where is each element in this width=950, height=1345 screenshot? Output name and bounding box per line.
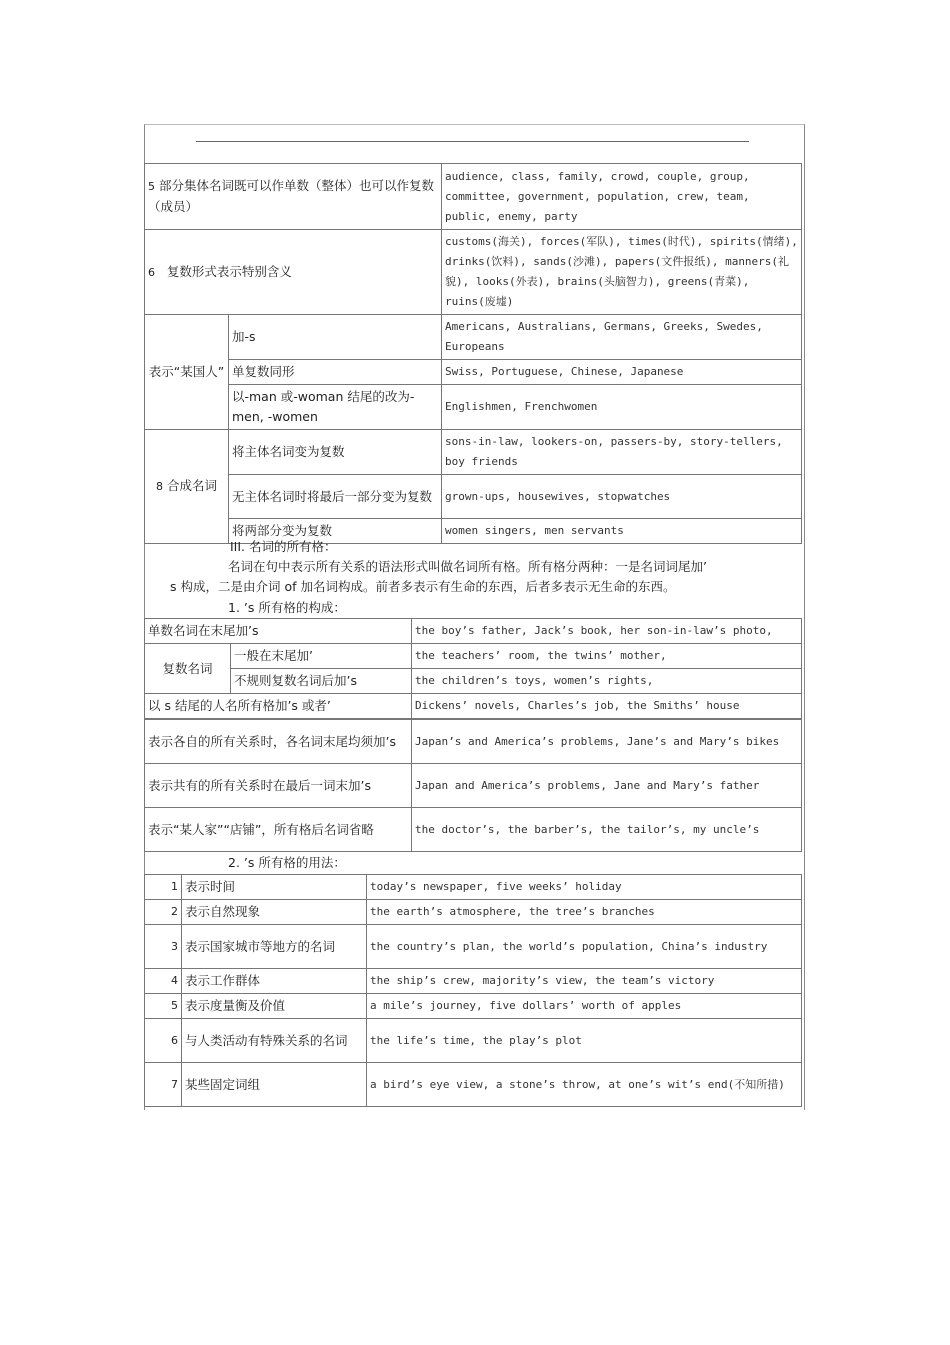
examples-cell: the ship’s crew, majority’s view, the team’s victory bbox=[367, 969, 802, 994]
rule-cell: 将主体名词变为复数 bbox=[229, 430, 442, 475]
table-row bbox=[145, 1063, 802, 1107]
paragraph-line: s 构成，二是由介词 of 加名词构成。前者多表示有生命的东西，后者多表示无生命的东西。 bbox=[170, 579, 676, 594]
possessive-relations-table bbox=[144, 719, 802, 852]
table-row bbox=[145, 430, 802, 475]
sub-heading: 2. ’s 所有格的用法： bbox=[228, 855, 346, 870]
examples-cell: customs(海关), forces(军队), times(时代), spirits(情绪), drinks(饮料), sands(沙滩), papers(文件报纸), manners(礼貌), looks(外表), brains(头脑智力), greens(青菜), ruins(废墟) bbox=[442, 230, 802, 315]
examples-cell: the boy’s father, Jack’s book, her son-in-law’s photo, bbox=[412, 619, 802, 644]
examples-cell: the doctor’s, the barber’s, the tailor’s, my uncle’s bbox=[412, 808, 802, 852]
examples-cell: the life’s time, the play’s plot bbox=[367, 1019, 802, 1063]
examples-cell: the country’s plan, the world’s population, China’s industry bbox=[367, 925, 802, 969]
examples-cell: the children’s toys, women’s rights, bbox=[412, 669, 802, 694]
table-row bbox=[145, 669, 802, 694]
table-row bbox=[145, 764, 802, 808]
nationality-label: 表示“某国人” bbox=[145, 315, 229, 430]
table-row bbox=[145, 994, 802, 1019]
section-heading: III. 名词的所有格： bbox=[230, 539, 337, 554]
rule-cell: 表示“某人家”“店铺”，所有格后名词省略 bbox=[145, 808, 412, 852]
row-number: 2 bbox=[145, 900, 182, 925]
table-row bbox=[145, 385, 802, 430]
rule-cell: 表示时间 bbox=[182, 875, 367, 900]
table-row bbox=[145, 644, 802, 669]
table-row bbox=[145, 360, 802, 385]
row-number: 3 bbox=[145, 925, 182, 969]
table-row bbox=[145, 969, 802, 994]
table-row bbox=[145, 230, 802, 315]
examples-cell: a bird’s eye view, a stone’s throw, at one’s wit’s end(不知所措) bbox=[367, 1063, 802, 1107]
rule-cell: 以 s 结尾的人名所有格加’s 或者’ bbox=[145, 694, 412, 719]
rule-cell: 表示国家城市等地方的名词 bbox=[182, 925, 367, 969]
table-row bbox=[145, 694, 802, 719]
examples-cell: today’s newspaper, five weeks’ holiday bbox=[367, 875, 802, 900]
rule-cell: 加-s bbox=[229, 315, 442, 360]
compound-label: 合成名词 bbox=[166, 478, 217, 493]
examples-cell: audience, class, family, crowd, couple, group, committee, government, population, crew, team, public, enemy, party bbox=[442, 164, 802, 230]
table-row bbox=[145, 925, 802, 969]
table-row bbox=[145, 315, 802, 360]
rule-cell: 表示工作群体 bbox=[182, 969, 367, 994]
row-number: 5 bbox=[148, 180, 155, 193]
rule-cell: 表示度量衡及价值 bbox=[182, 994, 367, 1019]
paragraph-line: 名词在句中表示所有关系的语法形式叫做名词所有格。所有格分两种：一是名词词尾加’ bbox=[228, 559, 707, 574]
compound-label-cell bbox=[145, 430, 229, 544]
row-number: 8 bbox=[156, 480, 163, 493]
rule-text: 部分集体名词既可以作单数（整体）也可以作复数（成员） bbox=[148, 178, 434, 214]
rule-cell: 某些固定词组 bbox=[182, 1063, 367, 1107]
row-number: 6 bbox=[145, 1019, 182, 1063]
examples-cell: the earth’s atmosphere, the tree’s branches bbox=[367, 900, 802, 925]
rule-cell: 表示各自的所有关系时，各名词末尾均须加’s bbox=[145, 720, 412, 764]
examples-cell: Americans, Australians, Germans, Greeks, Swedes, Europeans bbox=[442, 315, 802, 360]
possessive-formation-table bbox=[144, 618, 802, 719]
rule-cell: 将两部分变为复数 bbox=[229, 519, 442, 544]
row-number: 6 bbox=[148, 265, 155, 279]
examples-cell: grown-ups, housewives, stopwatches bbox=[442, 475, 802, 519]
rule-cell: 与人类活动有特殊关系的名词 bbox=[182, 1019, 367, 1063]
row-number: 5 bbox=[145, 994, 182, 1019]
examples-cell: Dickens’ novels, Charles’s job, the Smiths’ house bbox=[412, 694, 802, 719]
examples-cell: a mile’s journey, five dollars’ worth of apples bbox=[367, 994, 802, 1019]
examples-cell: women singers, men servants bbox=[442, 519, 802, 544]
row-number: 7 bbox=[145, 1063, 182, 1107]
rule-cell: 不规则复数名词后加’s bbox=[231, 669, 412, 694]
table-row bbox=[145, 720, 802, 764]
examples-cell: sons-in-law, lookers-on, passers-by, story-tellers, boy friends bbox=[442, 430, 802, 475]
rule-cell bbox=[145, 164, 442, 230]
header-rule bbox=[196, 141, 749, 142]
table-row bbox=[145, 808, 802, 852]
table-row bbox=[145, 619, 802, 644]
rule-cell: 一般在末尾加’ bbox=[231, 644, 412, 669]
plural-label: 复数名词 bbox=[145, 644, 231, 694]
examples-cell: the teachers’ room, the twins’ mother, bbox=[412, 644, 802, 669]
table-row bbox=[145, 475, 802, 519]
rule-text: 复数形式表示特别含义 bbox=[166, 263, 292, 279]
rule-cell: 表示共有的所有关系时在最后一词末加’s bbox=[145, 764, 412, 808]
examples-cell: Swiss, Portuguese, Chinese, Japanese bbox=[442, 360, 802, 385]
rule-cell: 无主体名词时将最后一部分变为复数 bbox=[229, 475, 442, 519]
rule-cell: 以-man 或-woman 结尾的改为-men, -women bbox=[229, 385, 442, 430]
rule-cell bbox=[145, 230, 442, 315]
row-number: 1 bbox=[145, 875, 182, 900]
possessive-usage-table bbox=[144, 874, 802, 1107]
table-row bbox=[145, 875, 802, 900]
rule-cell: 表示自然现象 bbox=[182, 900, 367, 925]
rule-cell: 单数名词在末尾加’s bbox=[145, 619, 412, 644]
examples-cell: Englishmen, Frenchwomen bbox=[442, 385, 802, 430]
table-row bbox=[145, 900, 802, 925]
row-number: 4 bbox=[145, 969, 182, 994]
table-row bbox=[145, 164, 802, 230]
plural-rules-table bbox=[144, 163, 802, 544]
sub-heading: 1. ’s 所有格的构成： bbox=[228, 600, 346, 615]
rule-cell: 单复数同形 bbox=[229, 360, 442, 385]
examples-cell: Japan and America’s problems, Jane and Mary’s father bbox=[412, 764, 802, 808]
examples-cell: Japan’s and America’s problems, Jane’s and Mary’s bikes bbox=[412, 720, 802, 764]
table-row bbox=[145, 1019, 802, 1063]
